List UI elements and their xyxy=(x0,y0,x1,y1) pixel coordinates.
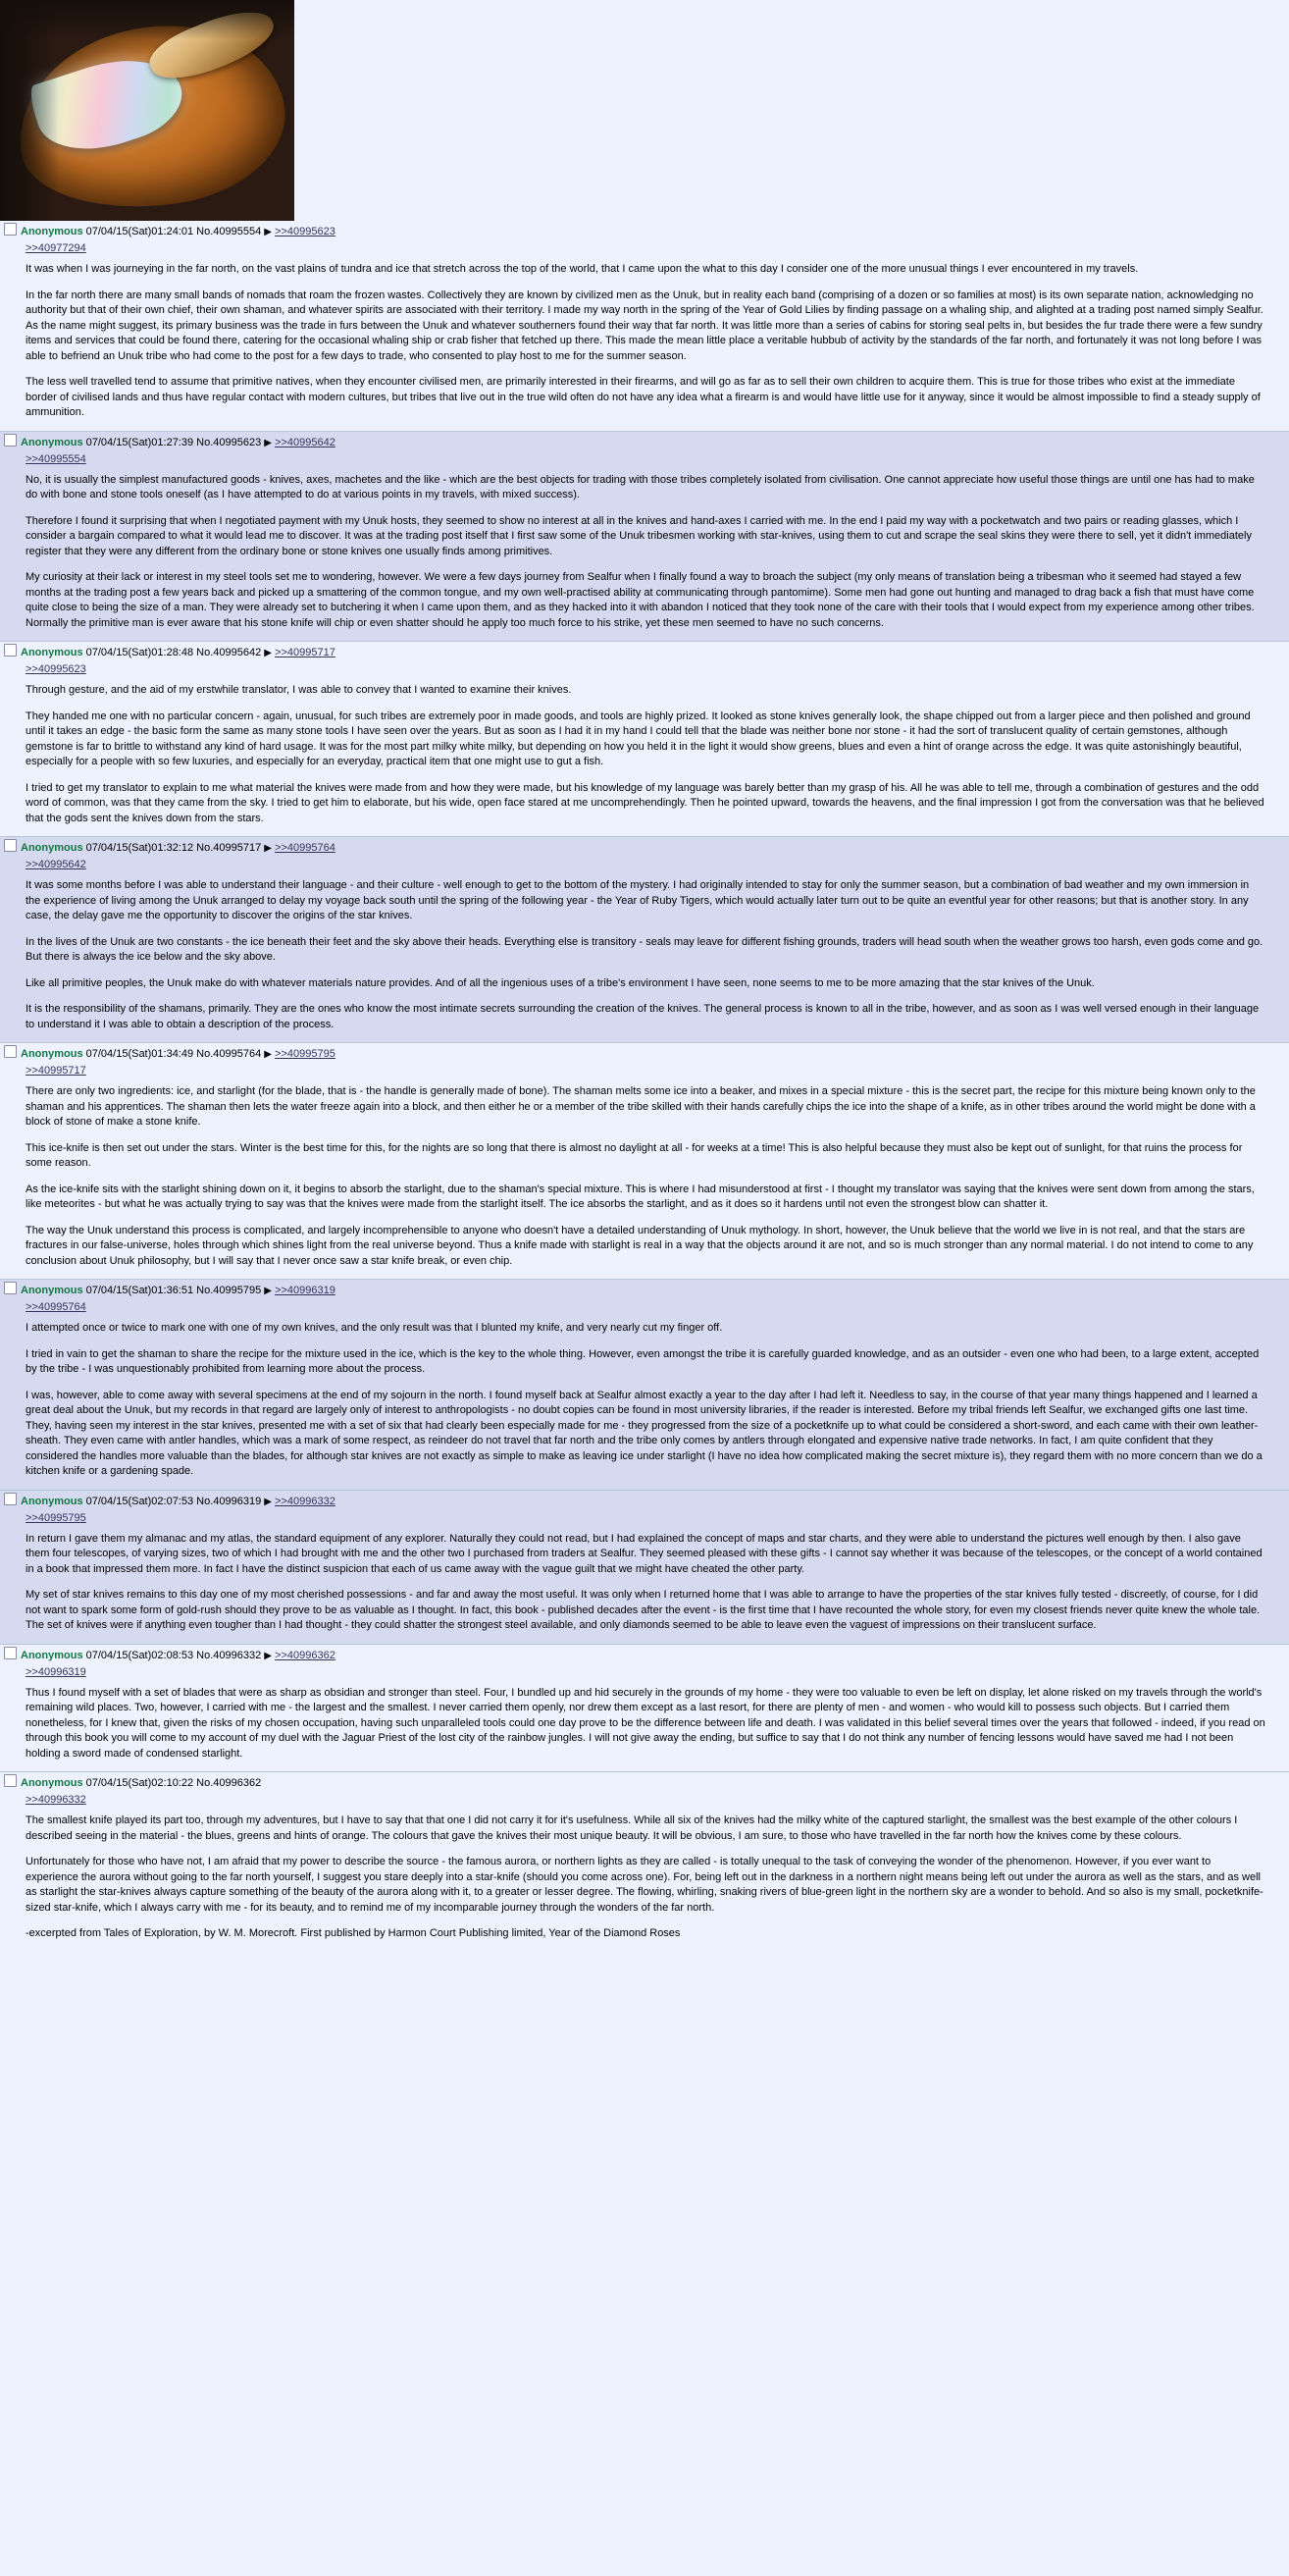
post-paragraph: I attempted once or twice to mark one with one of my own knives, and the only result was that I blunted my knife, and very nearly cut my finger off. xyxy=(26,1322,723,1334)
quote-link[interactable]: >>40995795 xyxy=(26,1511,86,1524)
poster-name: Anonymous xyxy=(21,1048,83,1060)
post-paragraph: I tried to get my translator to explain to me what material the knives were made from and how they were made, but his knowledge of my language was barely better than my grasp of his. All he was able to tell me, through a combination of gestures and the odd word of common, was that they came from the sky. I tried to get him to elaborate, but his wide, open face stared at me uncomprehendingly. Then he pointed upward, towards the heavens, and the final impression I got from the conversation was that he believed that the gods sent the knives down from the stars. xyxy=(26,781,1264,824)
reply-arrow-icon[interactable]: ▶ xyxy=(264,1049,272,1060)
reply-backlink[interactable]: >>40996362 xyxy=(275,1649,335,1661)
post-paragraph: In the far north there are many small bands of nomads that roam the frozen wastes. Collectively they are known by civilized men as the Unuk, but in reality each band (comprising of a dozen or so families at most) is its own separate nation, acknowledging no authority but that of their own chief, their own shaman, and whatever spirits are associated with their territory. I made my way north in the spring of the Year of Gold Lilies by finding passage on a whaling ship, and alighted at a trading post named simply Sealfur. As the name might suggest, its primary business was the trade in furs between the Unuk and whatever southerners found their way that far north. It was little more than a series of cabins for storing seal pelts in, but besides the fur trade there were a few sundry items and services that could be found there, catering for the occasional whaling ship or crab fisher that fetched up there. This made the mean little place a veritable hubbub of activity by the standards of the far north, and fortunately it was not long before I was able to befriend an Unuk tribe who had come to the post for a few days to trade, who consented to play host to me for the summer season. xyxy=(26,289,1263,362)
post-body xyxy=(0,258,1289,431)
quote-link-row xyxy=(0,1511,1289,1528)
post-number: No.40995764 xyxy=(196,1048,262,1060)
quote-link[interactable]: >>40995717 xyxy=(26,1065,86,1077)
post-date: 07/04/15(Sat)01:28:48 xyxy=(85,647,194,658)
post-checkbox[interactable] xyxy=(4,1493,17,1505)
quote-link[interactable]: >>40995554 xyxy=(26,452,86,465)
post-date: 07/04/15(Sat)01:27:39 xyxy=(85,436,194,448)
post-body xyxy=(0,1810,1289,1952)
post-body xyxy=(0,874,1289,1042)
poster-name: Anonymous xyxy=(21,1777,83,1789)
quote-link-row xyxy=(0,452,1289,469)
post-number: No.40995717 xyxy=(196,842,262,854)
reply-arrow-icon[interactable]: ▶ xyxy=(264,843,272,854)
post-body xyxy=(0,1682,1289,1772)
post-checkbox[interactable] xyxy=(4,1774,17,1787)
post-paragraph: Unfortunately for those who have not, I am afraid that my power to describe the source - the famous aurora, or northern lights as they are called - is totally unequal to the task of conveying the wonder of the phenomenon. However, if you ever want to experience the aurora without going to the far north yourself, I suggest you stare deeply into a star-knife (should you come across one). For, being left out in the darkness in a northern night means being left out under the aurora as well as the stars, and as well as starlight the star-knives always capture something of the beauty of the aurora along with it, to a greater or lesser degree. The flowing, whirling, snaking rivers of blue-green light in the northern sky are a wonder to behold. And so also is my small, pocketknife-sized star-knife, which I always carry with me - for its beauty, and to remind me of my incomparable journey through the wonders of the far north. xyxy=(26,1856,1263,1914)
post-paragraph: It was when I was journeying in the far north, on the vast plains of tundra and ice that stretch across the top of the world, that I came upon the what to this day I consider one of the more unusual things I ever encountered in my travels. xyxy=(26,263,1139,275)
post-paragraph: I tried in vain to get the shaman to share the recipe for the mixture used in the ice, which is the key to the whole thing. However, even amongst the tribe it is carefully guarded knowledge, and as an outsider - even one who had been, to a large extent, accepted by the tribe - I was unquestionably prohibited from learning more about the process. xyxy=(26,1347,1260,1375)
post-body xyxy=(0,1528,1289,1644)
post-paragraph: The less well travelled tend to assume that primitive natives, when they encounter civilised men, are primarily interested in their firearms, and will go as far as to sell their own children to acquire them. This is true for those tribes who exist at the immediate border of civilised lands and thus have regular contact with modern cultures, but tribes that live out in the true wild often do not have any idea what a firearm is and would have little use for it anyway, since it would be almost impossible to find a steady supply of ammunition. xyxy=(26,376,1261,418)
reply-backlink[interactable]: >>40995623 xyxy=(275,226,335,237)
post-checkbox[interactable] xyxy=(4,1045,17,1058)
quote-link-row xyxy=(0,241,1289,258)
reply-backlink[interactable]: >>40995795 xyxy=(275,1048,335,1060)
post-op xyxy=(0,0,1289,431)
post-header xyxy=(0,432,1289,452)
post-checkbox[interactable] xyxy=(4,1282,17,1294)
post-paragraph: As the ice-knife sits with the starlight shining down on it, it begins to absorb the starlight, due to the shaman's special mixture. This is where I had misunderstood at first - I thought my translator was saying that the knives were sent down from among the stars, like meteorites - but what he was actually trying to say was that the knives were made from the starlight itself. The ice absorbs the starlight, and as it does so it hardens until not even the strongest blow can shatter it. xyxy=(26,1183,1255,1210)
op-image[interactable] xyxy=(0,0,294,221)
post-paragraph: This ice-knife is then set out under the stars. Winter is the best time for this, for the nights are so long that there is almost no daylight at all - for weeks at a time! This is also helpful because they must also be kept out of sunlight, for that ruins the process for some reason. xyxy=(26,1141,1243,1169)
poster-name: Anonymous xyxy=(21,647,83,658)
poster-name: Anonymous xyxy=(21,1649,83,1661)
post-date: 07/04/15(Sat)02:07:53 xyxy=(85,1495,194,1507)
post-header xyxy=(0,1280,1289,1300)
post-date: 07/04/15(Sat)01:24:01 xyxy=(85,226,194,237)
post-reply xyxy=(0,1280,1289,1490)
post-number: No.40996362 xyxy=(196,1777,262,1789)
post-paragraph: In return I gave them my almanac and my atlas, the standard equipment of any explorer. Naturally they could not read, but I had explained the concept of maps and star charts, and they were able to understand the pictures well enough by then. I also gave them four telescopes, of varying sizes, two of which I had brought with me and the other two I purchased from traders at Sealfur. They seemed pleased with these gifts - I cannot say whether it was because of the telescopes, or the concept of a world contained in a book that impressed them more. In fact I have the distinct suspicion that each of us came away with the vague guilt that we might have cheated the other party. xyxy=(26,1532,1263,1575)
quote-link-row xyxy=(0,1300,1289,1317)
post-paragraph: I was, however, able to come away with several specimens at the end of my sojourn in the north. I found myself back at Sealfur almost exactly a year to the day after I had left it. Needless to say, in the course of that year many things happened and I learned a great deal about the Unuk, but my records in that regard are largely only of interest to anthropologists - no doubt copies can be found in most university libraries, if the reader is interested. Before my tribal friends left Sealfur, we exchanged gifts one last time. They, having seen my interest in the star knives, presented me with a set of six that had clearly been especially made for me - they progressed from the size of a pocketknife up to what could be considered a short-sword, and each came with their own leather-sheath. They even came with antler handles, which was a mark of some respect, as reindeer do not travel that far north and the tribe only comes by antlers through elongated and expensive native trade networks. In fact, I am quite confident that they considered the handles more valuable than the blades, for although star knives are not exactly as simple to make as leaving ice under starlight (I have no idea how complicated making the secret mixture is), they regard them with no more concern than we do a kitchen knife or a gardening spade. xyxy=(26,1389,1263,1477)
post-reply xyxy=(0,1043,1289,1279)
reply-arrow-icon[interactable]: ▶ xyxy=(264,1286,272,1296)
quote-link[interactable]: >>40995764 xyxy=(26,1301,86,1313)
post-paragraph: Thus I found myself with a set of blades that were as sharp as obsidian and stronger than steel. Four, I bundled up and hid securely in the grounds of my home - they were too valuable to even be left on display, let alone risked on my travels through the world's remaining wild places. Two, however, I carried with me - the largest and the smallest. I never carried them openly, nor drew them except as a last resort, for there are plenty of men - and women - who would kill to possess such objects. But I carried them nonetheless, for I knew that, given the risks of my chosen occupation, having such unparalleled tools could one day prove to be the difference between life and death. I was validated in this belief several times over the years that followed - indeed, if you read on through this book you will come to my account of my duel with the Jaguar Priest of the lost city of the rainbow jungles. I will not give away the ending, but suffice to say that I do not think any number of fencing lessons would have saved me had I not been holding a sword made of condensed starlight. xyxy=(26,1686,1265,1760)
post-reply xyxy=(0,1491,1289,1644)
quote-link[interactable]: >>40996319 xyxy=(26,1665,86,1678)
post-checkbox[interactable] xyxy=(4,644,17,657)
reply-backlink[interactable]: >>40995764 xyxy=(275,842,335,854)
post-reply xyxy=(0,837,1289,1042)
post-paragraph: It is the responsibility of the shamans, primarily. They are the ones who know the most intimate secrets surrounding the creation of the knives. The general process is known to all in the tribe, however, and as soon as I was well versed enough in their language to understand it I was able to obtain a description of the process. xyxy=(26,1003,1260,1030)
post-header xyxy=(0,221,1289,241)
reply-arrow-icon[interactable]: ▶ xyxy=(264,437,272,448)
post-number: No.40995795 xyxy=(196,1285,262,1296)
post-paragraph: No, it is usually the simplest manufactured goods - knives, axes, machetes and the like - which are the best objects for trading with those tribes completely isolated from civilisation. One cannot appreciate how useful those things are until one has had to make do with bone and stone tools oneself (as I have attempted to do at various points in my travels, with mixed success). xyxy=(26,473,1255,500)
quote-link-row xyxy=(0,662,1289,679)
reply-arrow-icon[interactable]: ▶ xyxy=(264,648,272,658)
post-date: 07/04/15(Sat)01:36:51 xyxy=(85,1285,194,1296)
post-paragraph: The way the Unuk understand this process is complicated, and largely incomprehensible to anyone who doesn't have a detailed understanding of Unuk mythology. In short, however, the Unuk believe that the world we live in is not real, and that the stars are fractures in our false-universe, holes through which shines light from the real universe beyond. Thus a knife made with starlight is real in a way that the objects around it are not, and so is much stronger than any normal material. I do not intend to come to any conclusion about Unuk philosophy, but I will say that I never once saw a star knife break, or even chip. xyxy=(26,1224,1254,1267)
reply-backlink[interactable]: >>40996319 xyxy=(275,1285,335,1296)
post-paragraph: My set of star knives remains to this day one of my most cherished possessions - and far and away the most useful. It was only when I returned home that I was able to arrange to have the properties of the star knives fully tested - discreetly, of course, for I did not want to spark some form of gold-rush should they prove to be as valuable as I thought. In fact, this book - published decades after the event - is the first time that I have recounted the whole story, for even my closest friends never quite knew the whole tale. The set of knives were if anything even tougher than I had thought - they could shatter the strongest steel available, and only diamonds seemed to be able to leave even the vaguest of impressions on their translucent surface. xyxy=(26,1589,1261,1631)
post-body xyxy=(0,1080,1289,1279)
post-paragraph: In the lives of the Unuk are two constants - the ice beneath their feet and the sky above their heads. Everything else is transitory - seals may leave for different fishing grounds, traders will head south when the weather grows too harsh, even gods come and go. But there is always the ice below and the sky above. xyxy=(26,935,1263,963)
post-reply xyxy=(0,1772,1289,1952)
post-paragraph: It was some months before I was able to understand their language - and their culture - well enough to get to the bottom of the mystery. I had originally intended to stay for only the summer season, but a combination of bad weather and my own immersion in the experience of living among the Unuk arranged to delay my voyage back south until the spring of the following year - the Year of Ruby Tigers, which would actually later turn out to be quite an eventful year for other reasons; but that is another story. In any case, the delay gave me the opportunity to discover the origins of the star knives. xyxy=(26,879,1250,921)
post-reply xyxy=(0,642,1289,836)
quote-link[interactable]: >>40977294 xyxy=(26,242,86,254)
post-date: 07/04/15(Sat)02:10:22 xyxy=(85,1777,194,1789)
reply-backlink[interactable]: >>40995717 xyxy=(275,647,335,658)
poster-name: Anonymous xyxy=(21,842,83,854)
post-body xyxy=(0,1317,1289,1490)
quote-link-row xyxy=(0,1793,1289,1810)
quote-link-row xyxy=(0,1665,1289,1682)
poster-name: Anonymous xyxy=(21,1285,83,1296)
post-paragraph: The smallest knife played its part too, through my adventures, but I have to say that that one I did not carry it for it's usefulness. While all six of the knives had the milky white of the captured starlight, the smallest was the best example of the other colours I described seeing in the material - the blues, greens and hints of orange. The colours that gave the knives their most unique beauty. It will be obvious, I am sure, to those who have travelled in the far north how the knives come by these colours. xyxy=(26,1814,1238,1842)
post-number: No.40995554 xyxy=(196,226,262,237)
reply-arrow-icon[interactable]: ▶ xyxy=(264,1650,272,1661)
quote-link-row xyxy=(0,858,1289,874)
post-number: No.40995642 xyxy=(196,647,262,658)
post-reply xyxy=(0,432,1289,642)
post-checkbox[interactable] xyxy=(4,223,17,236)
post-date: 07/04/15(Sat)02:08:53 xyxy=(85,1649,194,1661)
post-header xyxy=(0,837,1289,858)
post-checkbox[interactable] xyxy=(4,434,17,447)
post-header xyxy=(0,1772,1289,1793)
post-header xyxy=(0,1043,1289,1064)
post-paragraph: Therefore I found it surprising that when I negotiated payment with my Unuk hosts, they seemed to show no interest at all in the knives and hand-axes I carried with me. In the end I paid my way with a pocketwatch and two pairs or reading glasses, which I consider a bargain compared to what it would lead me to discover. It was at the trading post itself that I first saw some of the Unuk tribesmen working with star-knives, using them to cut and scrape the seal skins they were there to sell, yet it didn't immediately register that they were any different from the ordinary bone or stone knives one usually finds among primitives. xyxy=(26,514,1252,557)
reply-backlink[interactable]: >>40995642 xyxy=(275,436,335,448)
post-checkbox[interactable] xyxy=(4,839,17,852)
reply-arrow-icon[interactable]: ▶ xyxy=(264,1496,272,1507)
post-header xyxy=(0,642,1289,662)
post-paragraph: Through gesture, and the aid of my erstwhile translator, I was able to convey that I wanted to examine their knives. xyxy=(26,684,572,696)
post-citation: -excerpted from Tales of Exploration, by W. M. Morecroft. First published by Harmon Court Publishing limited, Year of the Diamond Roses xyxy=(26,1927,681,1939)
post-paragraph: My curiosity at their lack or interest in my steel tools set me to wondering, however. We were a few days journey from Sealfur when I finally found a way to broach the subject (my only means of translation being a tribesman who it seemed had stayed a few months at the trading post a few years back and picked up a smattering of the common tongue, and my own well-practised ability at communicating through pantomime). Some men had gone out hunting and managed to drag back a fish that must have come quite close to being the size of a man. They were already set to butchering it when I came upon them, and as they hacked into it with abandon I noticed that they took none of the care with their tools that I would expect from my experience among other tribes. Normally the primitive man is ever aware that his stone knife will chip or even shatter should he apply too much force to his strike, yet these men seemed to have no such concerns. xyxy=(26,571,1255,629)
poster-name: Anonymous xyxy=(21,436,83,448)
poster-name: Anonymous xyxy=(21,226,83,237)
post-header xyxy=(0,1491,1289,1511)
poster-name: Anonymous xyxy=(21,1495,83,1507)
post-body xyxy=(0,469,1289,642)
reply-backlink[interactable]: >>40996332 xyxy=(275,1495,335,1507)
post-reply xyxy=(0,1645,1289,1772)
post-number: No.40996332 xyxy=(196,1649,262,1661)
post-paragraph: Like all primitive peoples, the Unuk make do with whatever materials nature provides. And of all the ingenious uses of a tribe's environment I have seen, none seems to me to be more amazing that the star knives of the Unuk. xyxy=(26,976,1095,989)
reply-arrow-icon[interactable]: ▶ xyxy=(264,227,272,237)
quote-link[interactable]: >>40996332 xyxy=(26,1794,86,1806)
post-header xyxy=(0,1645,1289,1665)
quote-link-row xyxy=(0,1064,1289,1080)
post-checkbox[interactable] xyxy=(4,1647,17,1659)
quote-link[interactable]: >>40995642 xyxy=(26,859,86,870)
post-date: 07/04/15(Sat)01:32:12 xyxy=(85,842,194,854)
post-paragraph: They handed me one with no particular concern - again, unusual, for such tribes are extremely poor in made goods, and tools are highly prized. It looked as stone knives generally look, the shape chipped out from a larger piece and then polished and ground until it takes an edge - the basic form the same as many stone tools I have seen over the years. But as soon as I had it in my hand I could tell that the blade was neither bone nor stone - it had the sort of translucent quality of certain gemstones, although gemstone is far to brittle to withstand any kind of hard usage. It was for the most part milky white milky, but depending on how you held it in the light it would show greens, blues and even a hint of orange across the edge. It was quite astonishingly beautiful, especially for a people with so few luxuries, and especially for an everyday, practical item that one might use to gut a fish. xyxy=(26,710,1251,767)
post-number: No.40995623 xyxy=(196,436,262,448)
quote-link[interactable]: >>40995623 xyxy=(26,663,86,675)
post-body xyxy=(0,679,1289,836)
post-number: No.40996319 xyxy=(196,1495,262,1507)
post-paragraph: There are only two ingredients: ice, and starlight (for the blade, that is - the handle is generally made of bone). The shaman melts some ice into a beaker, and mixes in a special mixture - this is the secret part, the recipe for this mixture being known only to the shaman and his apprentices. The shaman then lets the water freeze again into a block, and then either he or a member of the tribe skilled with their hands carefully chips the ice into the shape of a knife, as in other tribes around the world might be done with a block of stone of make a stone knife. xyxy=(26,1085,1256,1128)
post-date: 07/04/15(Sat)01:34:49 xyxy=(85,1048,194,1060)
image-vignette-top xyxy=(0,0,294,39)
